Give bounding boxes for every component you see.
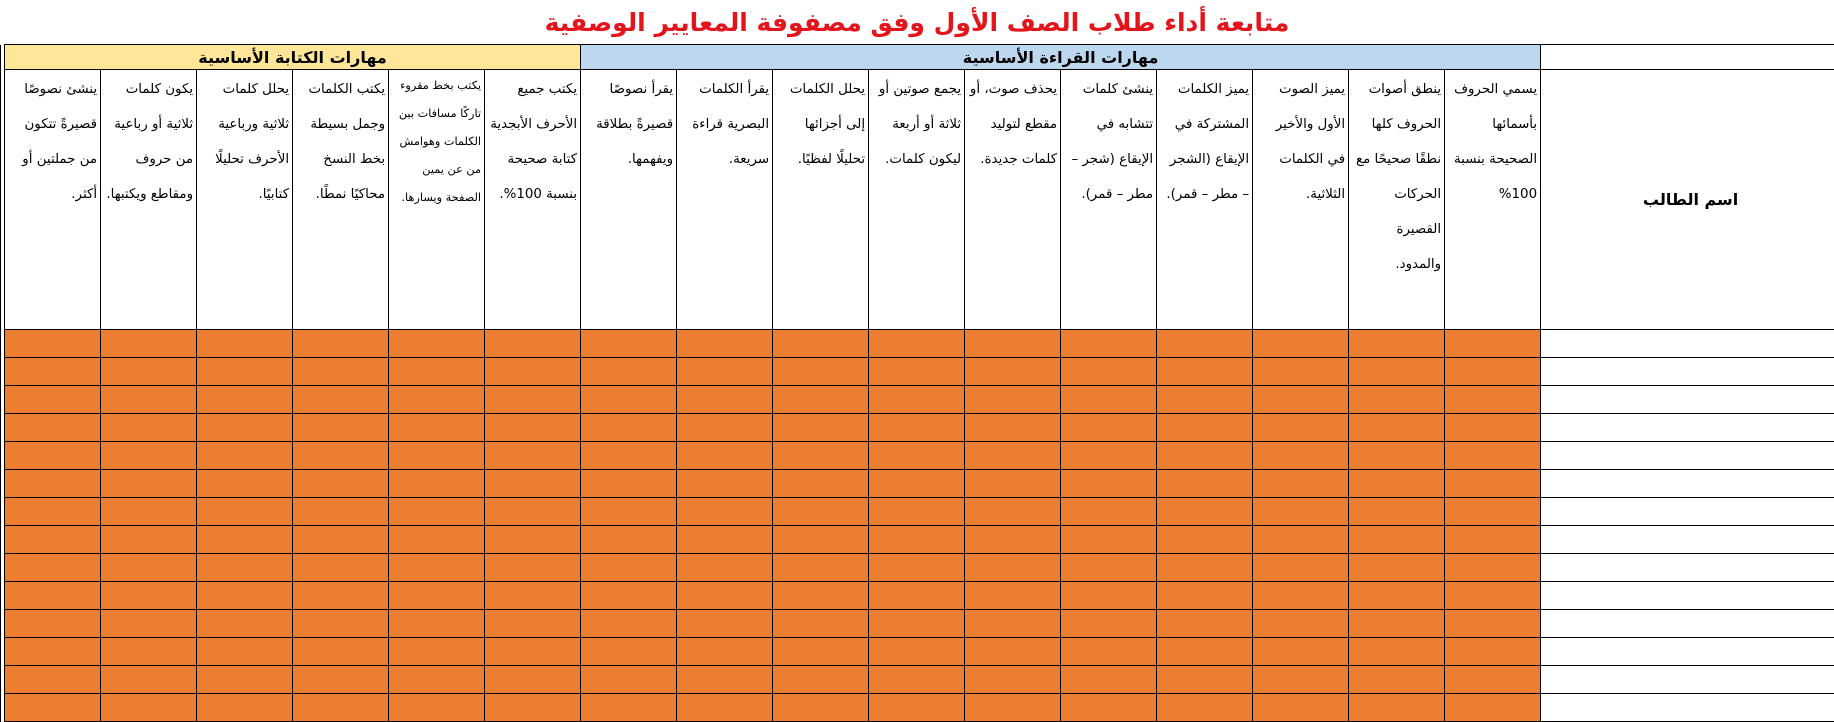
student-name-cell[interactable] [1541,470,1834,498]
skill-score-cell[interactable] [197,330,293,358]
skill-score-cell[interactable] [581,610,677,638]
skill-score-cell[interactable] [197,526,293,554]
skill-score-cell[interactable] [1349,638,1445,666]
skill-score-cell[interactable] [293,610,389,638]
skill-score-cell[interactable] [773,386,869,414]
skill-score-cell[interactable] [197,498,293,526]
student-name-cell[interactable] [1541,582,1834,610]
skill-score-cell[interactable] [1157,694,1253,722]
skill-score-cell[interactable] [293,498,389,526]
skill-score-cell[interactable] [485,386,581,414]
skill-score-cell[interactable] [101,414,197,442]
skill-score-cell[interactable] [101,358,197,386]
skill-score-cell[interactable] [869,442,965,470]
skill-score-cell[interactable] [869,582,965,610]
skill-score-cell[interactable] [965,386,1061,414]
student-name-cell[interactable] [1541,638,1834,666]
skill-score-cell[interactable] [965,358,1061,386]
skill-score-cell[interactable] [197,414,293,442]
student-row [1,358,1834,386]
skill-score-cell[interactable] [965,414,1061,442]
skill-score-cell[interactable] [1349,470,1445,498]
student-row [1,526,1834,554]
skill-score-cell[interactable] [1349,442,1445,470]
skill-score-cell[interactable] [389,442,485,470]
skill-score-cell[interactable] [293,386,389,414]
skill-score-cell[interactable] [773,526,869,554]
student-name-cell[interactable] [1541,330,1834,358]
skill-score-cell[interactable] [1061,610,1157,638]
skill-score-cell[interactable] [5,358,101,386]
right-gap [1,330,5,358]
right-gap [1,526,5,554]
skill-score-cell[interactable] [389,666,485,694]
skill-score-cell[interactable] [293,330,389,358]
skill-score-cell[interactable] [5,694,101,722]
student-name-cell[interactable] [1541,386,1834,414]
skill-score-cell[interactable] [485,610,581,638]
skill-score-cell[interactable] [293,442,389,470]
skill-score-cell[interactable] [965,330,1061,358]
skill-score-cell[interactable] [293,694,389,722]
skill-score-cell[interactable] [389,554,485,582]
skill-score-cell[interactable] [197,470,293,498]
right-gap [1,638,5,666]
skill-score-cell[interactable] [293,470,389,498]
right-gap [1,414,5,442]
skill-score-cell[interactable] [1061,330,1157,358]
skill-score-cell[interactable] [677,610,773,638]
skill-score-cell[interactable] [1445,442,1541,470]
skill-score-cell[interactable] [581,358,677,386]
reading-skill-header: يجمع صوتين أو ثلاثة أو أربعة ليكون كلمات. [869,70,965,330]
student-row [1,330,1834,358]
skill-score-cell[interactable] [1253,554,1349,582]
skill-score-cell[interactable] [1445,610,1541,638]
name-group-cell [1541,45,1834,70]
skill-score-cell[interactable] [773,358,869,386]
skill-score-cell[interactable] [965,582,1061,610]
skill-score-cell[interactable] [485,358,581,386]
skill-score-cell[interactable] [485,638,581,666]
skill-score-cell[interactable] [1061,554,1157,582]
skill-score-cell[interactable] [1157,470,1253,498]
reading-skill-header: يميز الصوت الأول والأخير في الكلمات الثلاثية. [1253,70,1349,330]
skill-score-cell[interactable] [101,666,197,694]
skill-score-cell[interactable] [773,610,869,638]
skill-score-cell[interactable] [485,554,581,582]
skill-score-cell[interactable] [1157,610,1253,638]
skill-score-cell[interactable] [197,386,293,414]
student-name-cell[interactable] [1541,526,1834,554]
skill-score-cell[interactable] [197,358,293,386]
skill-score-cell[interactable] [389,694,485,722]
skill-score-cell[interactable] [101,470,197,498]
skill-score-cell[interactable] [389,582,485,610]
skill-score-cell[interactable] [389,610,485,638]
skill-score-cell[interactable] [581,526,677,554]
skill-score-cell[interactable] [389,526,485,554]
skill-score-cell[interactable] [1445,554,1541,582]
skill-score-cell[interactable] [1157,498,1253,526]
student-name-cell[interactable] [1541,666,1834,694]
skill-score-cell[interactable] [293,582,389,610]
skill-score-cell[interactable] [1349,582,1445,610]
skill-score-cell[interactable] [677,414,773,442]
skill-score-cell[interactable] [869,498,965,526]
skill-score-cell[interactable] [1253,498,1349,526]
skill-score-cell[interactable] [197,582,293,610]
skill-score-cell[interactable] [869,638,965,666]
skill-score-cell[interactable] [1253,330,1349,358]
skill-score-cell[interactable] [5,666,101,694]
student-row [1,442,1834,470]
skill-score-cell[interactable] [1061,582,1157,610]
skill-score-cell[interactable] [485,470,581,498]
skill-score-cell[interactable] [389,498,485,526]
skill-score-cell[interactable] [293,414,389,442]
skill-score-cell[interactable] [1157,582,1253,610]
skill-score-cell[interactable] [1253,414,1349,442]
skill-score-cell[interactable] [293,554,389,582]
skill-score-cell[interactable] [869,554,965,582]
skill-score-cell[interactable] [773,330,869,358]
skill-score-cell[interactable] [1157,386,1253,414]
skill-score-cell[interactable] [1061,498,1157,526]
student-row [1,470,1834,498]
skill-score-cell[interactable] [1349,554,1445,582]
skill-score-cell[interactable] [1157,554,1253,582]
skill-score-cell[interactable] [1253,470,1349,498]
skill-score-cell[interactable] [101,694,197,722]
skill-score-cell[interactable] [581,554,677,582]
skill-score-cell[interactable] [197,554,293,582]
skill-score-cell[interactable] [1061,358,1157,386]
skill-score-cell[interactable] [773,638,869,666]
skill-score-cell[interactable] [389,414,485,442]
skill-score-cell[interactable] [869,610,965,638]
skill-score-cell[interactable] [5,442,101,470]
skill-score-cell[interactable] [5,470,101,498]
skill-score-cell[interactable] [677,386,773,414]
skill-score-cell[interactable] [1349,526,1445,554]
skill-score-cell[interactable] [869,330,965,358]
skill-score-cell[interactable] [965,442,1061,470]
skill-score-cell[interactable] [773,694,869,722]
writing-skill-header: يكتب جميع الأحرف الأبجدية كتابة صحيحة بنسبة 100%. [485,70,581,330]
skill-score-cell[interactable] [1349,358,1445,386]
skill-score-cell[interactable] [389,330,485,358]
skill-score-cell[interactable] [101,638,197,666]
student-name-cell[interactable] [1541,498,1834,526]
skill-score-cell[interactable] [197,442,293,470]
skill-score-cell[interactable] [869,666,965,694]
skill-score-cell[interactable] [101,582,197,610]
skill-score-cell[interactable] [869,414,965,442]
skill-score-cell[interactable] [1061,442,1157,470]
reading-group-header: مهارات القراءة الأساسية [581,45,1541,70]
skill-score-cell[interactable] [485,498,581,526]
skill-score-cell[interactable] [1157,330,1253,358]
skill-score-cell[interactable] [1253,638,1349,666]
student-row [1,554,1834,582]
skill-score-cell[interactable] [1445,694,1541,722]
skill-score-cell[interactable] [1253,694,1349,722]
skill-score-cell[interactable] [1061,638,1157,666]
right-gap [1,45,5,70]
student-row [1,694,1834,722]
skill-score-cell[interactable] [1157,666,1253,694]
skill-score-cell[interactable] [485,330,581,358]
skill-score-cell[interactable] [1349,330,1445,358]
skill-score-cell[interactable] [1157,442,1253,470]
skill-score-cell[interactable] [389,386,485,414]
skill-score-cell[interactable] [1061,386,1157,414]
page-title: متابعة أداء طلاب الصف الأول وفق مصفوفة المعايير الوصفية [0,4,1834,42]
skill-score-cell[interactable] [1349,414,1445,442]
skill-score-cell[interactable] [677,526,773,554]
skill-score-cell[interactable] [581,414,677,442]
student-row [1,498,1834,526]
skill-score-cell[interactable] [1445,526,1541,554]
student-row [1,610,1834,638]
skill-score-cell[interactable] [581,666,677,694]
skill-score-cell[interactable] [1061,470,1157,498]
skill-score-cell[interactable] [1445,386,1541,414]
skill-score-cell[interactable] [1253,526,1349,554]
skill-score-cell[interactable] [677,582,773,610]
skill-score-cell[interactable] [1349,498,1445,526]
skill-score-cell[interactable] [101,386,197,414]
skill-score-cell[interactable] [1157,638,1253,666]
skill-score-cell[interactable] [677,666,773,694]
student-name-cell[interactable] [1541,554,1834,582]
skill-score-cell[interactable] [1349,386,1445,414]
skill-score-cell[interactable] [773,582,869,610]
right-gap [1,582,5,610]
student-row [1,386,1834,414]
skill-score-cell[interactable] [581,470,677,498]
skill-score-cell[interactable] [965,610,1061,638]
skill-score-cell[interactable] [1253,666,1349,694]
skill-score-cell[interactable] [5,610,101,638]
reading-skill-header: يسمي الحروف بأسمائها الصحيحة بنسبة 100% [1445,70,1541,330]
student-name-cell[interactable] [1541,694,1834,722]
skill-score-cell[interactable] [1253,582,1349,610]
right-gap [1,70,5,330]
skill-score-cell[interactable] [1253,442,1349,470]
skill-score-cell[interactable] [389,638,485,666]
skill-score-cell[interactable] [677,638,773,666]
skill-score-cell[interactable] [1445,666,1541,694]
student-row [1,582,1834,610]
skill-score-cell[interactable] [1061,526,1157,554]
skill-score-cell[interactable] [965,526,1061,554]
writing-group-header: مهارات الكتابة الأساسية [5,45,581,70]
skill-score-cell[interactable] [1445,330,1541,358]
reading-skill-header: يحذف صوت، أو مقطع لتوليد كلمات جديدة. [965,70,1061,330]
skill-score-cell[interactable] [1157,358,1253,386]
skill-score-cell[interactable] [485,666,581,694]
student-row [1,638,1834,666]
skill-score-cell[interactable] [197,694,293,722]
student-row [1,414,1834,442]
skill-score-cell[interactable] [773,442,869,470]
skill-score-cell[interactable] [965,498,1061,526]
skill-score-cell[interactable] [1253,610,1349,638]
skill-score-cell[interactable] [677,358,773,386]
skill-score-cell[interactable] [1445,358,1541,386]
skill-score-cell[interactable] [677,442,773,470]
skill-score-cell[interactable] [1445,582,1541,610]
skill-score-cell[interactable] [5,554,101,582]
skill-score-cell[interactable] [485,442,581,470]
skill-score-cell[interactable] [677,694,773,722]
skill-score-cell[interactable] [1157,414,1253,442]
skill-score-cell[interactable] [677,470,773,498]
skill-score-cell[interactable] [5,330,101,358]
skill-score-cell[interactable] [965,638,1061,666]
reading-skill-header: يميز الكلمات المشتركة في الإيقاع (الشجر – مطر – قمر). [1157,70,1253,330]
evaluation-table [0,44,1834,722]
group-header-row [1,45,1834,70]
skill-score-cell[interactable] [1061,666,1157,694]
writing-skill-header: يكون كلمات ثلاثية أو رباعية من حروف ومقاطع ويكتبها. [101,70,197,330]
skill-score-cell[interactable] [965,470,1061,498]
skill-score-cell[interactable] [581,638,677,666]
student-name-cell[interactable] [1541,358,1834,386]
skill-score-cell[interactable] [581,442,677,470]
skill-score-cell[interactable] [677,554,773,582]
skill-score-cell[interactable] [581,330,677,358]
skill-score-cell[interactable] [869,470,965,498]
skill-score-cell[interactable] [5,414,101,442]
skill-score-cell[interactable] [1445,638,1541,666]
skill-score-cell[interactable] [581,694,677,722]
skill-score-cell[interactable] [389,358,485,386]
skill-score-cell[interactable] [1253,386,1349,414]
student-row [1,666,1834,694]
skill-score-cell[interactable] [965,554,1061,582]
reading-skill-header: يحلل الكلمات إلى أجزائها تحليلًا لفظيًا. [773,70,869,330]
skill-score-cell[interactable] [293,638,389,666]
skill-score-cell[interactable] [1445,498,1541,526]
skill-score-cell[interactable] [1253,358,1349,386]
skill-score-cell[interactable] [581,386,677,414]
reading-skill-header: ينطق أصوات الحروف كلها نطقًا صحيحًا مع الحركات القصيرة والمدود. [1349,70,1445,330]
skill-score-cell[interactable] [869,526,965,554]
skill-score-cell[interactable] [1061,414,1157,442]
writing-skill-header: يحلل كلمات ثلاثية ورباعية الأحرف تحليلًا كتابيًا. [197,70,293,330]
right-gap [1,666,5,694]
right-gap [1,554,5,582]
skill-score-cell[interactable] [773,498,869,526]
skill-score-cell[interactable] [869,358,965,386]
skill-score-cell[interactable] [1349,694,1445,722]
right-gap [1,470,5,498]
skill-score-cell[interactable] [197,638,293,666]
writing-skill-header: يكتب بخط مقروء تاركًا مسافات بين الكلمات وهوامش من عن يمين الصفحة ويسارها. [389,70,485,330]
right-gap [1,358,5,386]
skill-score-cell[interactable] [1349,666,1445,694]
reading-skill-header: ينشئ كلمات تتشابه في الإيقاع (شجر – مطر – قمر). [1061,70,1157,330]
skill-score-cell[interactable] [1445,414,1541,442]
student-name-cell[interactable] [1541,610,1834,638]
student-name-header: اسم الطالب [1541,70,1834,330]
skill-score-cell[interactable] [101,554,197,582]
skill-score-cell[interactable] [5,638,101,666]
skill-score-cell[interactable] [5,386,101,414]
skill-score-cell[interactable] [485,414,581,442]
skill-score-cell[interactable] [293,358,389,386]
skill-score-cell[interactable] [101,330,197,358]
right-gap [1,386,5,414]
skill-score-cell[interactable] [293,526,389,554]
skill-score-cell[interactable] [965,666,1061,694]
reading-skill-header: يقرأ نصوصًا قصيرةً بطلاقة ويفهمها. [581,70,677,330]
right-gap [1,498,5,526]
student-name-cell[interactable] [1541,414,1834,442]
skill-score-cell[interactable] [5,582,101,610]
skill-score-cell[interactable] [5,526,101,554]
skill-score-cell[interactable] [581,498,677,526]
skill-score-cell[interactable] [485,694,581,722]
skill-score-cell[interactable] [1349,610,1445,638]
skill-score-cell[interactable] [101,498,197,526]
skill-score-cell[interactable] [293,666,389,694]
skill-score-cell[interactable] [965,694,1061,722]
skill-score-cell[interactable] [773,666,869,694]
skill-score-cell[interactable] [581,582,677,610]
skill-score-cell[interactable] [773,554,869,582]
skill-score-cell[interactable] [1157,526,1253,554]
reading-skill-header: يقرأ الكلمات البصرية قراءة سريعة. [677,70,773,330]
skill-score-cell[interactable] [485,582,581,610]
skill-score-cell[interactable] [101,442,197,470]
skills-header-row [1,70,1834,330]
writing-skill-header: ينشئ نصوصًا قصيرةً تتكون من جملتين أو أكثر. [5,70,101,330]
writing-skill-header: يكتب الكلمات وجمل بسيطة بخط النسخ محاكيًا نمطًا. [293,70,389,330]
right-gap [1,442,5,470]
skill-score-cell[interactable] [869,386,965,414]
student-name-cell[interactable] [1541,442,1834,470]
skill-score-cell[interactable] [773,470,869,498]
skill-score-cell[interactable] [1061,694,1157,722]
right-gap [1,610,5,638]
skill-score-cell[interactable] [5,498,101,526]
skill-score-cell[interactable] [197,610,293,638]
skill-score-cell[interactable] [1445,470,1541,498]
skill-score-cell[interactable] [101,526,197,554]
skill-score-cell[interactable] [197,666,293,694]
skill-score-cell[interactable] [101,610,197,638]
skill-score-cell[interactable] [677,330,773,358]
skill-score-cell[interactable] [869,694,965,722]
skill-score-cell[interactable] [485,526,581,554]
skill-score-cell[interactable] [677,498,773,526]
right-gap [1,694,5,722]
skill-score-cell[interactable] [773,414,869,442]
skill-score-cell[interactable] [389,470,485,498]
